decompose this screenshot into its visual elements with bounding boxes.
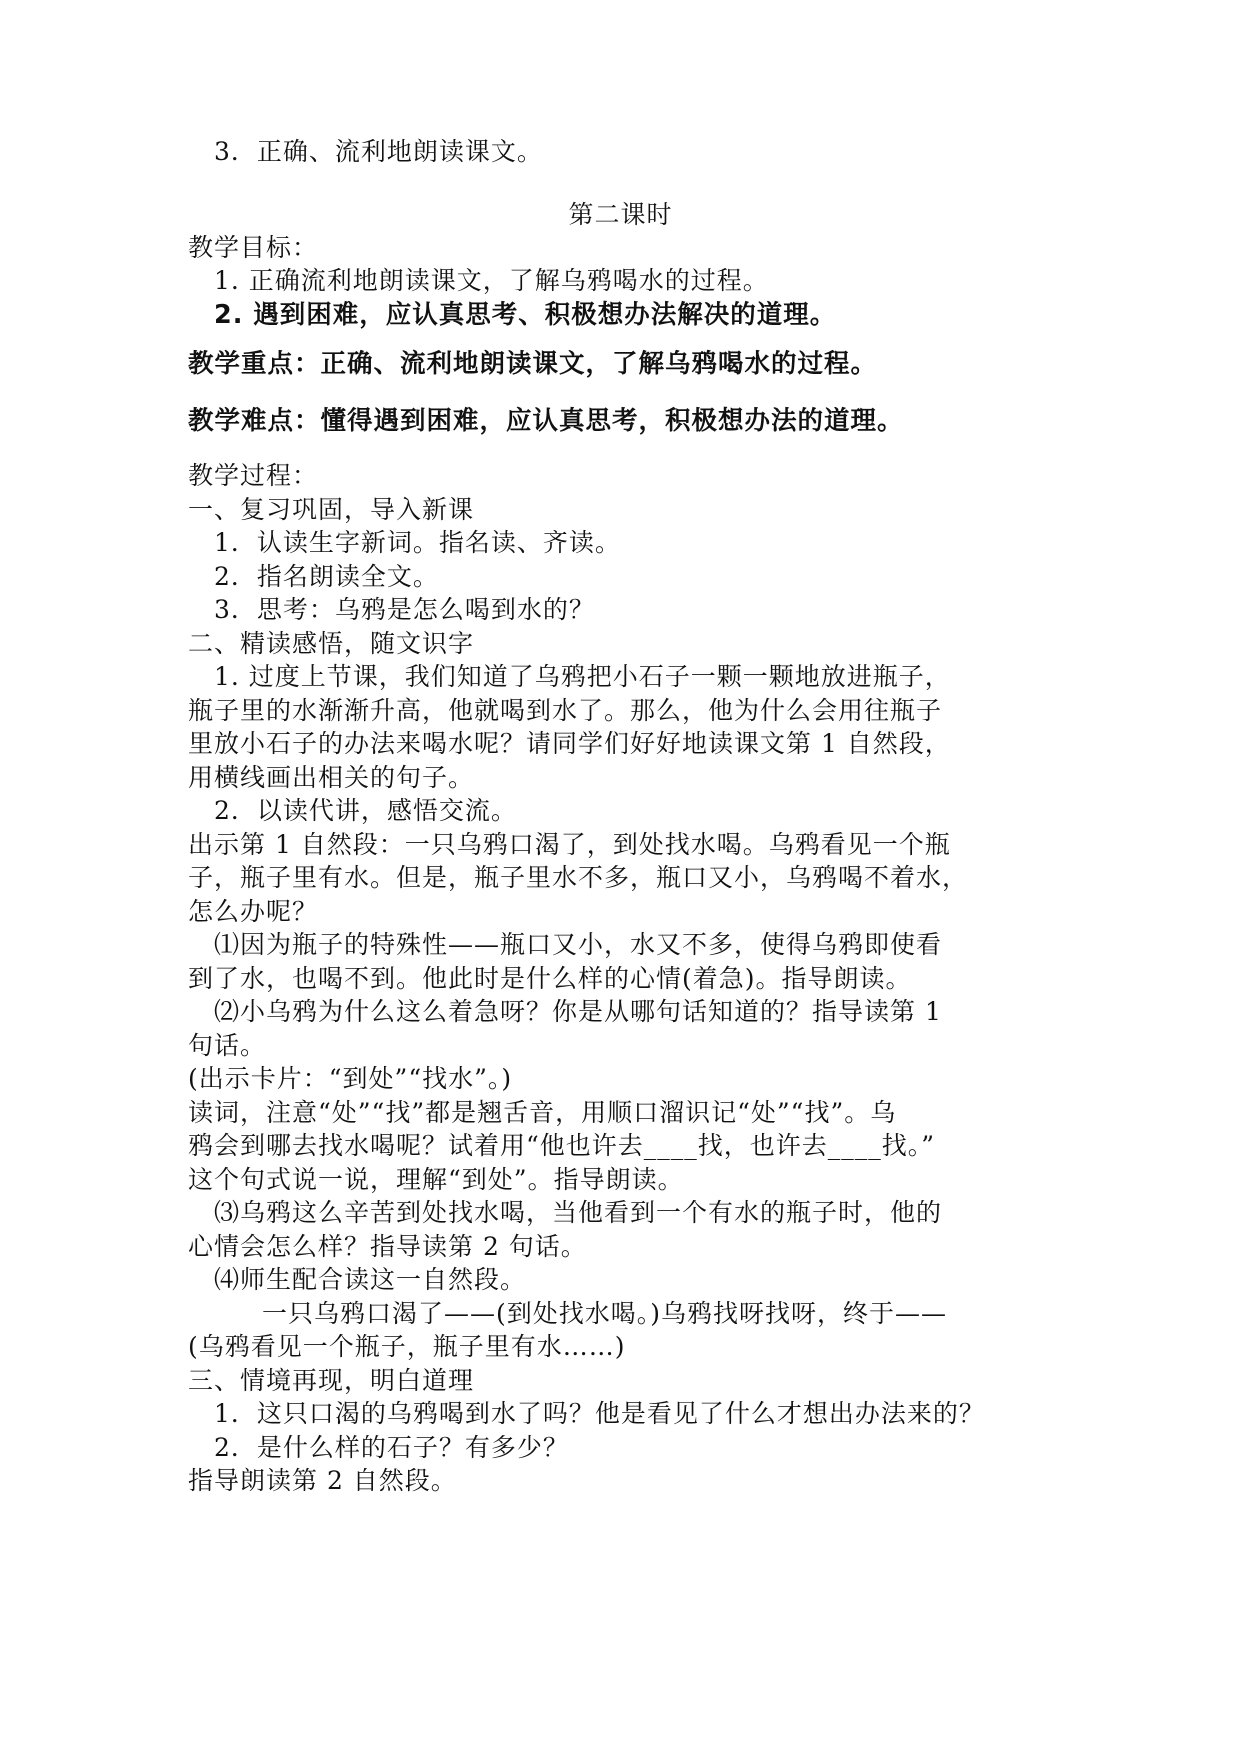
section-heading: 一、复习巩固，导入新课 bbox=[188, 495, 475, 524]
process-line: ⑶乌鸦这么辛苦到处找水喝，当他看到一个有水的瓶子时，他的 bbox=[214, 1198, 943, 1227]
difficult-point: 教学难点：懂得遇到困难，应认真思考，积极想办法的道理。 bbox=[188, 406, 904, 436]
process-line: 里放小石子的办法来喝水呢？请同学们好好地读课文第 1 自然段， bbox=[188, 729, 951, 758]
process-line: 2．以读代讲，感悟交流。 bbox=[214, 796, 517, 825]
process-line: 一只乌鸦口渴了——(到处找水喝。)乌鸦找呀找呀，终于—— bbox=[262, 1299, 948, 1328]
process-line: ⑷师生配合读这一自然段。 bbox=[214, 1265, 527, 1294]
process-line: 1．这只口渴的乌鸦喝到水了吗？他是看见了什么才想出办法来的？ bbox=[214, 1399, 985, 1428]
process-line: 3．思考：乌鸦是怎么喝到水的？ bbox=[214, 595, 595, 624]
process-line: (出示卡片：“到处”“找水”。) bbox=[188, 1064, 513, 1093]
process-line: 2．是什么样的石子？有多少？ bbox=[214, 1433, 569, 1462]
process-line: 1. 过度上节课，我们知道了乌鸦把小石子一颗一颗地放进瓶子， bbox=[214, 662, 951, 691]
objectives-heading: 教学目标： bbox=[188, 233, 319, 262]
process-line: 这个句式说一说，理解“到处”。指导朗读。 bbox=[188, 1165, 684, 1194]
process-line: 鸦会到哪去找水喝呢？试着用“他也许去____找，也许去____找。” bbox=[188, 1131, 936, 1160]
process-line: 2．指名朗读全文。 bbox=[214, 562, 439, 591]
objective-item: 1. 正确流利地朗读课文，了解乌鸦喝水的过程。 bbox=[214, 266, 769, 295]
section-heading: 三、情境再现，明白道理 bbox=[188, 1366, 475, 1395]
process-line: ⑵小乌鸦为什么这么着急呀？你是从哪句话知道的？指导读第 1 bbox=[214, 997, 942, 1026]
process-line: 到了水，也喝不到。他此时是什么样的心情(着急)。指导朗读。 bbox=[188, 964, 912, 993]
process-heading: 教学过程： bbox=[188, 461, 319, 490]
section-heading: 二、精读感悟，随文识字 bbox=[188, 629, 475, 658]
process-line: 读词，注意“处”“找”都是翘舌音，用顺口溜识记“处”“找”。乌 bbox=[188, 1098, 897, 1127]
objective-item: 2. 遇到困难，应认真思考、积极想办法解决的道理。 bbox=[214, 300, 837, 330]
process-line: 1．认读生字新词。指名读、齐读。 bbox=[214, 528, 621, 557]
process-line: 子，瓶子里有水。但是，瓶子里水不多，瓶口又小，乌鸦喝不着水， bbox=[188, 863, 969, 892]
process-line: 怎么办呢？ bbox=[188, 897, 319, 926]
process-line: 心情会怎么样？指导读第 2 句话。 bbox=[188, 1232, 587, 1261]
process-line: 指导朗读第 2 自然段。 bbox=[188, 1466, 457, 1495]
process-line: 句话。 bbox=[188, 1031, 267, 1060]
process-line: 瓶子里的水渐渐升高，他就喝到水了。那么，他为什么会用往瓶子 bbox=[188, 696, 943, 725]
process-line: ⑴因为瓶子的特殊性——瓶口又小，水又不多，使得乌鸦即使看 bbox=[214, 930, 943, 959]
process-line: (乌鸦看见一个瓶子，瓶子里有水……) bbox=[188, 1332, 626, 1361]
process-line: 用横线画出相关的句子。 bbox=[188, 763, 475, 792]
process-line: 出示第 1 自然段：一只乌鸦口渴了，到处找水喝。乌鸦看见一个瓶 bbox=[188, 830, 951, 859]
key-point: 教学重点：正确、流利地朗读课文，了解乌鸦喝水的过程。 bbox=[188, 349, 878, 379]
lesson-title: 第二课时 bbox=[568, 200, 673, 229]
previous-objective-3: 3．正确、流利地朗读课文。 bbox=[214, 137, 543, 166]
